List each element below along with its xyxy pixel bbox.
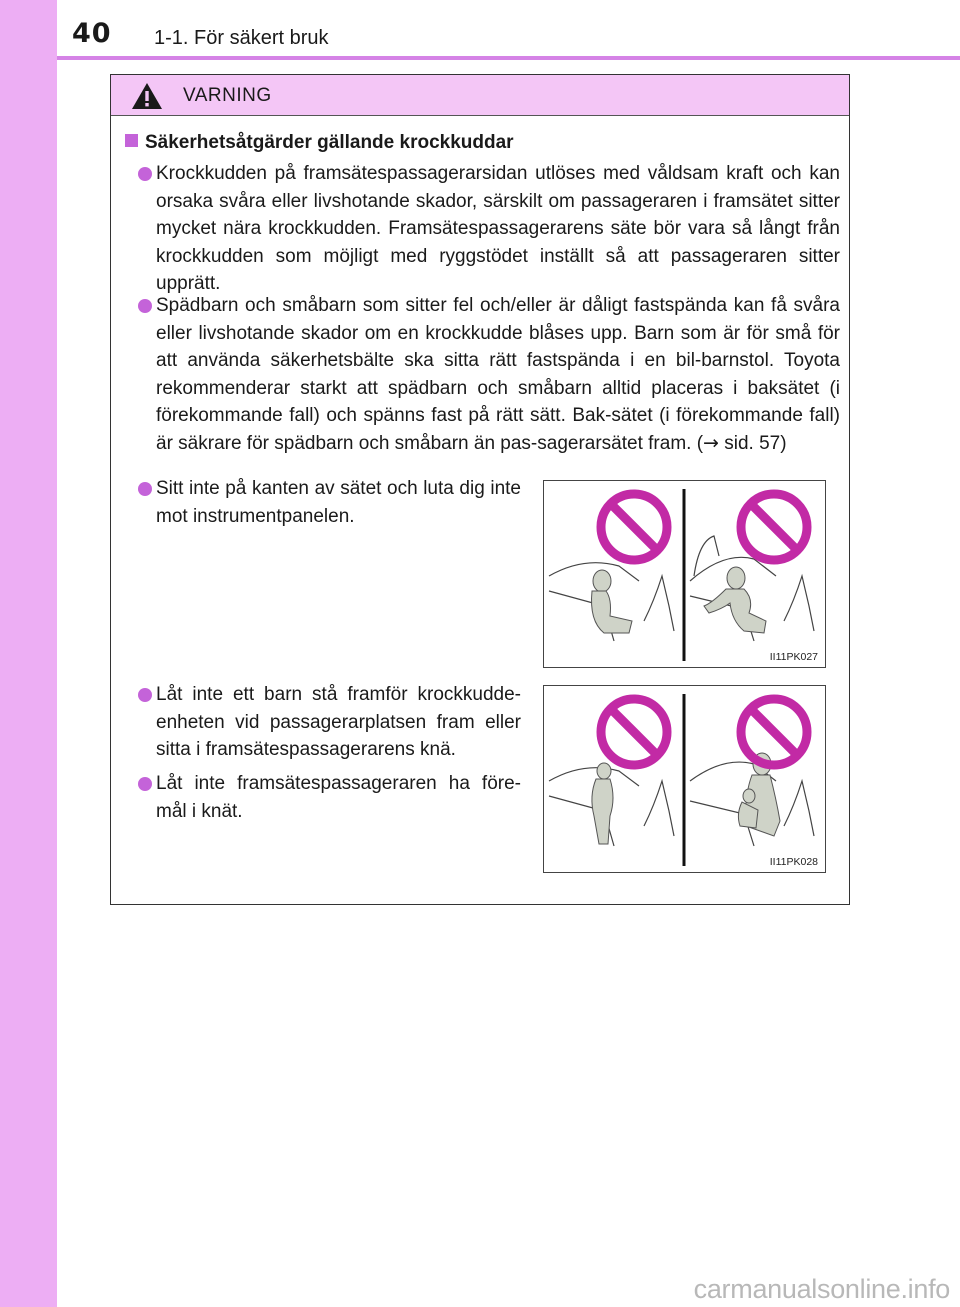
item-text: Låt inte framsätespassageraren ha före-mål i knät. bbox=[156, 773, 521, 822]
warning-box bbox=[110, 74, 850, 905]
item-text: Sitt inte på kanten av sätet och luta dig inte mot instrumentpanelen. bbox=[156, 478, 521, 527]
warning-triangle-icon bbox=[131, 82, 163, 110]
list-item bbox=[156, 475, 521, 530]
section-title: 1-1. För säkert bruk bbox=[154, 27, 329, 49]
list-item bbox=[156, 160, 840, 298]
header-rule bbox=[57, 56, 960, 60]
bullet-icon bbox=[138, 299, 152, 313]
page-number: 40 bbox=[72, 18, 112, 49]
bullet-icon bbox=[138, 482, 152, 496]
bullet-icon bbox=[138, 167, 152, 181]
item-text: Spädbarn och småbarn som sitter fel och/eller är dåligt fastspända kan få svåra eller livshotande skador om en krockkudde blåses upp. Barn som är för små för att använda säkerhetsbälte ska sitta rätt fastspända i en bil-barnstol. Toyota rekommenderar starkt att spädbarn och småbarn alltid placeras i baksätet (i förekommande fall) och spänns fast på rätt sätt. Bak-sätet (i förekommande fall) är säkrare för spädbarn och småbarn än pas-sagerarsätet fram. ( bbox=[156, 295, 840, 454]
page-reference[interactable]: sid. 57) bbox=[718, 432, 787, 454]
prohibition-icon bbox=[601, 494, 667, 560]
item-text: Låt inte ett barn stå framför krockkudde-enheten vid passagerarplatsen fram eller sitta i framsätespassagerarens knä. bbox=[156, 684, 521, 760]
list-item bbox=[156, 292, 840, 457]
watermark: carmanualsonline.info bbox=[693, 1274, 950, 1304]
illustration-child-in-front bbox=[543, 685, 826, 873]
prohibition-icon bbox=[601, 699, 667, 765]
prohibition-icon bbox=[741, 494, 807, 560]
list-item bbox=[156, 770, 521, 825]
arrow-icon: → bbox=[703, 431, 719, 454]
bullet-icon bbox=[138, 688, 152, 702]
illustration-code: II11PK028 bbox=[769, 856, 818, 868]
item-text: Krockkudden på framsätespassagerarsidan utlöses med våldsam kraft och kan orsaka svåra eller livshotande skador, särskilt om passageraren i framsätet sitter mycket nära krockkudden. Framsätespassagerarens säte bör vara så långt från krockkudden som möjligt med ryggstödet inställt så att passageraren sitter upprätt. bbox=[156, 163, 840, 294]
prohibition-icon bbox=[741, 699, 807, 765]
bullet-icon bbox=[138, 777, 152, 791]
warning-label: VARNING bbox=[183, 85, 272, 106]
side-band bbox=[0, 0, 57, 1307]
section-heading bbox=[125, 132, 514, 154]
list-item bbox=[156, 681, 521, 764]
illustration-code: II11PK027 bbox=[769, 651, 818, 663]
heading-text: Säkerhetsåtgärder gällande krockkuddar bbox=[145, 132, 514, 153]
illustration-seating-position bbox=[543, 480, 826, 668]
square-bullet-icon bbox=[125, 134, 138, 147]
warning-header bbox=[111, 75, 849, 116]
